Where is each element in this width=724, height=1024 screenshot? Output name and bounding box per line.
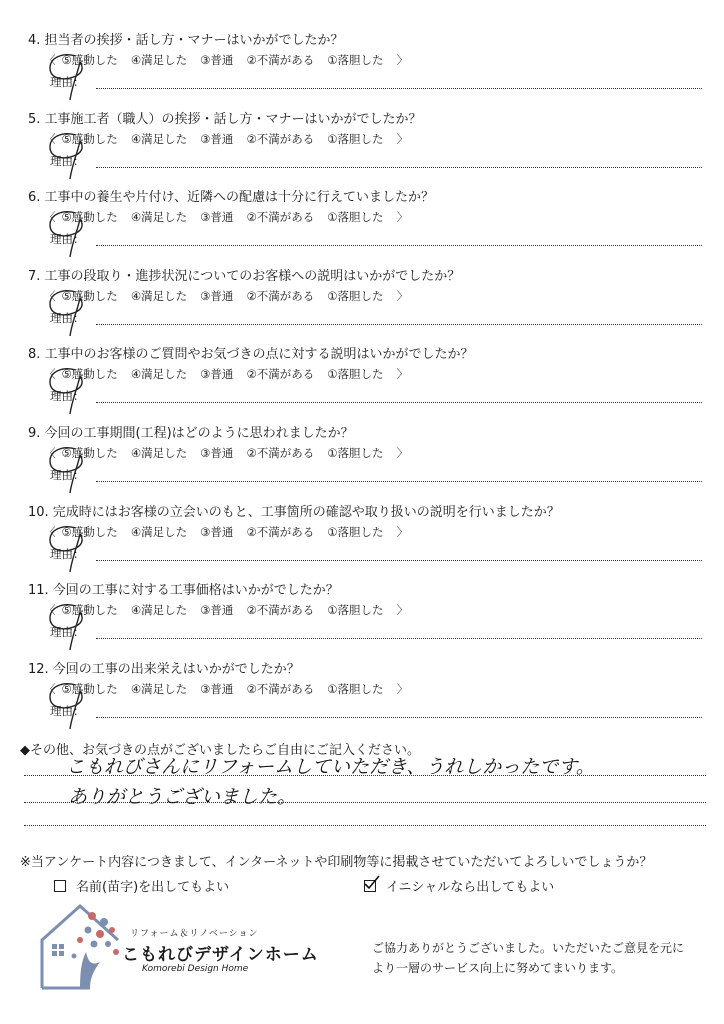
question-item	[28, 189, 708, 269]
bracket: 〉	[396, 53, 409, 67]
reason-label: 理由：	[50, 75, 85, 89]
reason-label: 理由：	[50, 232, 85, 246]
bracket: 〉	[396, 132, 409, 146]
selected-answer-circle-icon	[32, 435, 122, 505]
answer-option[interactable]: ④満足した	[130, 289, 188, 303]
question-item	[28, 504, 708, 584]
option-initials-label: イニシャルなら出してもよい	[386, 880, 555, 895]
answer-option[interactable]: ④満足した	[130, 210, 188, 224]
bracket: 〈	[44, 53, 56, 67]
answer-option[interactable]: ①落胆した	[327, 446, 384, 460]
reason-label: 理由：	[50, 547, 85, 561]
answer-option[interactable]: ②不満がある	[246, 210, 315, 224]
selected-answer-circle-icon	[32, 356, 122, 426]
check-mark-icon	[363, 875, 381, 891]
bracket: 〉	[396, 603, 409, 617]
answer-option[interactable]: ⑤感動した	[61, 682, 118, 696]
answer-option[interactable]: ③普通	[200, 525, 234, 539]
thanks-line2: より一層のサービス向上に努めてまいります。	[372, 961, 624, 975]
logo-company-name: こもれびデザインホーム	[122, 945, 319, 965]
selected-answer-circle-icon	[32, 514, 122, 584]
question-item	[28, 346, 708, 426]
bracket: 〈	[44, 525, 56, 539]
answer-option[interactable]: ⑤感動した	[61, 367, 118, 381]
reason-label: 理由：	[50, 154, 85, 168]
comment-line[interactable]	[24, 825, 706, 826]
reason-label: 理由：	[50, 311, 85, 325]
answer-option[interactable]: ②不満がある	[246, 367, 315, 381]
answer-option[interactable]: ④満足した	[130, 525, 188, 539]
answer-option[interactable]: ⑤感動した	[61, 446, 118, 460]
answer-option[interactable]: ④満足した	[130, 682, 188, 696]
bracket: 〈	[44, 446, 56, 460]
answer-option[interactable]: ⑤感動した	[61, 53, 118, 67]
answer-option[interactable]: ④満足した	[130, 367, 188, 381]
bracket: 〈	[44, 210, 56, 224]
bracket: 〉	[396, 525, 409, 539]
handwritten-comment-line2: ありがとうございました。	[68, 786, 297, 808]
answer-option[interactable]: ③普通	[200, 210, 234, 224]
answer-option[interactable]: ①落胆した	[327, 53, 384, 67]
bracket: 〈	[44, 603, 56, 617]
answer-option[interactable]: ③普通	[200, 53, 234, 67]
answer-option[interactable]: ③普通	[200, 289, 234, 303]
question-text: 10. 完成時にはお客様の立会いのもと、工事箇所の確認や取り扱いの説明を行いましたか？	[28, 505, 560, 520]
selected-answer-circle-icon	[32, 121, 122, 191]
bracket: 〉	[396, 289, 409, 303]
comment-line[interactable]	[24, 802, 706, 803]
selected-answer-circle-icon	[32, 199, 122, 269]
selected-answer-circle-icon	[32, 592, 122, 662]
answer-option[interactable]: ②不満がある	[246, 53, 315, 67]
answer-option[interactable]: ③普通	[200, 132, 234, 146]
free-comment-title: ◆その他、お気づきの点がございましたらご自由にご記入ください。	[20, 743, 420, 758]
answer-option[interactable]: ④満足した	[130, 446, 188, 460]
answer-option[interactable]: ①落胆した	[327, 289, 384, 303]
reason-input-line[interactable]	[96, 324, 702, 325]
reason-input-line[interactable]	[96, 481, 702, 482]
option-name-label: 名前(苗字)を出してもよい	[76, 880, 230, 895]
bracket: 〈	[44, 132, 56, 146]
reason-input-line[interactable]	[96, 88, 702, 89]
answer-option[interactable]: ②不満がある	[246, 603, 315, 617]
answer-option[interactable]: ⑤感動した	[61, 603, 118, 617]
answer-option[interactable]: ①落胆した	[327, 682, 384, 696]
reason-label: 理由：	[50, 704, 85, 718]
answer-option[interactable]: ②不満がある	[246, 446, 315, 460]
logo-subtitle: リフォーム＆リノベーション	[130, 929, 259, 939]
question-item	[28, 32, 708, 112]
question-item	[28, 111, 708, 191]
answer-option[interactable]: ①落胆した	[327, 132, 384, 146]
answer-option[interactable]: ⑤感動した	[61, 525, 118, 539]
answer-option[interactable]: ③普通	[200, 682, 234, 696]
answer-option[interactable]: ③普通	[200, 367, 234, 381]
bracket: 〉	[396, 446, 409, 460]
question-item	[28, 425, 708, 505]
question-item	[28, 661, 708, 741]
checkbox-name[interactable]	[54, 880, 66, 892]
bracket: 〈	[44, 367, 56, 381]
reason-label: 理由：	[50, 468, 85, 482]
answer-option[interactable]: ④満足した	[130, 132, 188, 146]
reason-input-line[interactable]	[96, 560, 702, 561]
selected-answer-circle-icon	[32, 671, 122, 741]
answer-option[interactable]: ④満足した	[130, 53, 188, 67]
logo-roman-name: Komorebi Design Home	[142, 964, 249, 974]
question-text: 11. 今回の工事に対する工事価格はいかがでしたか？	[28, 583, 339, 598]
consent-question: ※当アンケート内容につきまして、インターネットや印刷物等に掲載させていただいてよろしいでしょうか？	[20, 855, 653, 870]
answer-option[interactable]: ⑤感動した	[61, 289, 118, 303]
answer-option[interactable]: ③普通	[200, 446, 234, 460]
bracket: 〈	[44, 289, 56, 303]
answer-option[interactable]: ②不満がある	[246, 289, 315, 303]
consent-option-initials[interactable]	[364, 876, 554, 895]
reason-input-line[interactable]	[96, 638, 702, 639]
selected-answer-circle-icon	[32, 42, 122, 112]
reason-input-line[interactable]	[96, 717, 702, 718]
bracket: 〉	[396, 210, 409, 224]
comment-line[interactable]	[24, 775, 706, 776]
bracket: 〉	[396, 367, 409, 381]
question-text: 5. 工事施工者（職人）の挨拶・話し方・マナーはいかがでしたか？	[28, 112, 422, 127]
answer-option[interactable]: ②不満がある	[246, 132, 315, 146]
question-item	[28, 582, 708, 662]
reason-label: 理由：	[50, 389, 85, 403]
selected-answer-circle-icon	[32, 278, 122, 348]
thanks-line1: ご協力ありがとうございました。いただいたご意見を元に	[372, 941, 685, 955]
thanks-message	[372, 938, 684, 978]
question-text: 9. 今回の工事期間(工程)はどのように思われましたか？	[28, 426, 354, 441]
question-text: 7. 工事の段取り・進捗状況についてのお客様への説明はいかがでしたか？	[28, 269, 461, 284]
answer-option[interactable]: ④満足した	[130, 603, 188, 617]
answer-option[interactable]: ①落胆した	[327, 210, 384, 224]
bracket: 〈	[44, 682, 56, 696]
question-item	[28, 268, 708, 348]
reason-input-line[interactable]	[96, 245, 702, 246]
question-text: 8. 工事中のお客様のご質問やお気づきの点に対する説明はいかがでしたか？	[28, 347, 474, 362]
reason-input-line[interactable]	[96, 402, 702, 403]
reason-label: 理由：	[50, 625, 85, 639]
answer-option[interactable]: ②不満がある	[246, 525, 315, 539]
answer-option[interactable]: ②不満がある	[246, 682, 315, 696]
question-text: 4. 担当者の挨拶・話し方・マナーはいかがでしたか？	[28, 33, 344, 48]
answer-option[interactable]: ⑤感動した	[61, 210, 118, 224]
bracket: 〉	[396, 682, 409, 696]
checkbox-initials[interactable]	[364, 880, 376, 892]
question-text: 12. 今回の工事の出来栄えはいかがでしたか？	[28, 662, 300, 677]
answer-option[interactable]: ①落胆した	[327, 603, 384, 617]
answer-option[interactable]: ①落胆した	[327, 525, 384, 539]
handwritten-comment-line1: こもれびさんにリフォームしていただき、うれしかったです。	[66, 756, 595, 778]
consent-option-name[interactable]	[54, 876, 229, 895]
answer-option[interactable]: ③普通	[200, 603, 234, 617]
question-text: 6. 工事中の養生や片付け、近隣への配慮は十分に行えていましたか？	[28, 190, 435, 205]
answer-option[interactable]: ①落胆した	[327, 367, 384, 381]
reason-input-line[interactable]	[96, 167, 702, 168]
answer-option[interactable]: ⑤感動した	[61, 132, 118, 146]
